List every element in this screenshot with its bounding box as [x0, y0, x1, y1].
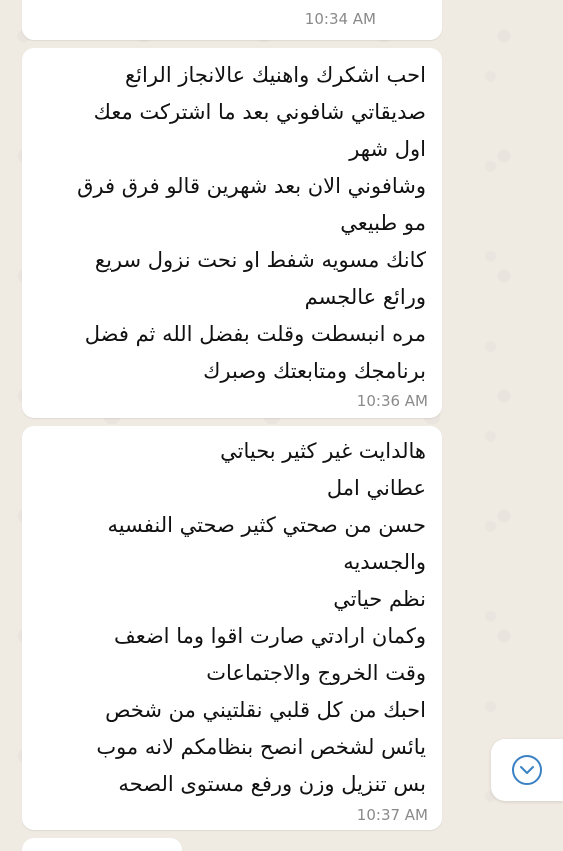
scroll-to-bottom-button[interactable]: [491, 739, 563, 801]
message-bubble[interactable]: [22, 426, 442, 830]
message-line: وشافوني الان بعد شهرين قالو فرق فرق: [77, 174, 426, 198]
message-line: يائس لشخص انصح بنظامكم لانه موب: [96, 735, 426, 759]
message-line: احب اشكرك واهنيك عالانجاز الرائع: [124, 63, 426, 87]
message-line: اول شهر: [349, 137, 426, 161]
message-line: مو طبيعي: [340, 211, 426, 235]
message-text: [22, 48, 442, 390]
message-line: صديقاتي شافوني بعد ما اشتركت معك: [93, 100, 426, 124]
message-line: بس تنزيل وزن ورفع مستوى الصحه: [118, 772, 426, 796]
chevron-down-circle-icon: [512, 755, 542, 785]
message-line: احبك من كل قلبي نقلتيني من شخص: [105, 698, 426, 722]
message-line: حسن من صحتي كثير صحتي النفسيه: [107, 513, 426, 537]
message-line: وقت الخروج والاجتماعات: [206, 661, 426, 685]
message-bubble[interactable]: [22, 48, 442, 418]
message-time: 10:36 AM: [356, 392, 428, 410]
message-bubble[interactable]: [22, 838, 182, 851]
message-line: والجسديه: [343, 550, 426, 574]
message-line: عطاني امل: [326, 476, 426, 500]
message-time: 10:34 AM: [304, 10, 376, 28]
message-bubble[interactable]: [22, 0, 442, 40]
message-time: 10:37 AM: [356, 806, 428, 824]
message-line: كانك مسويه شفط او نحت نزول سريع: [94, 248, 426, 272]
message-line: هالدايت غير كثير بحياتي: [220, 439, 426, 463]
message-line: برنامجك ومتابعتك وصبرك: [203, 359, 426, 383]
message-text: [22, 426, 442, 803]
message-line: مره انبسطت وقلت بفضل الله ثم فضل: [84, 322, 426, 346]
message-line: نظم حياتي: [333, 587, 426, 611]
message-line: ورائع عالجسم: [304, 285, 426, 309]
message-line: وكمان ارادتي صارت اقوا وما اضعف: [113, 624, 426, 648]
